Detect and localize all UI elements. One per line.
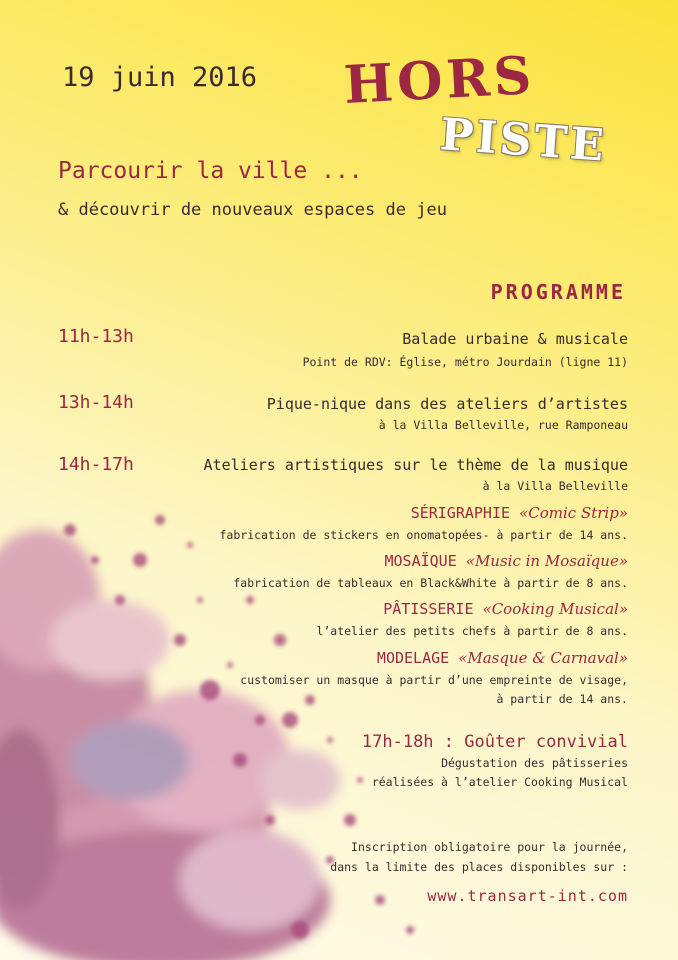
slot-detail: à la Villa Belleville	[482, 479, 628, 493]
gouter-line1: Dégustation des pâtisseries	[441, 756, 628, 770]
slot-detail: à la Villa Belleville, rue Ramponeau	[378, 418, 628, 432]
title-piste: PISTE	[438, 109, 609, 172]
workshop-theme: «Cooking Musical»	[482, 600, 628, 618]
slot-title: Ateliers artistiques sur le thème de la musique	[203, 456, 628, 474]
event-date: 19 juin 2016	[62, 62, 258, 93]
footer-line2: dans la limite des places disponibles sur :	[330, 860, 628, 874]
workshop-name: SÉRIGRAPHIE	[410, 504, 511, 522]
workshop-theme: «Masque & Carnaval»	[458, 649, 628, 667]
slot-time: 14h-17h	[58, 454, 134, 475]
gouter-line2: réalisées à l’atelier Cooking Musical	[371, 775, 628, 789]
slot-title: Balade urbaine & musicale	[402, 330, 628, 348]
workshop-name: MODELAGE	[376, 649, 450, 667]
workshop-name: PÂTISSERIE	[383, 600, 474, 618]
subtagline: & découvrir de nouveaux espaces de jeu	[58, 200, 447, 220]
workshop-name: MOSAÏQUE	[384, 552, 457, 570]
workshop-desc: customiser un masque à partir d’une empreinte de visage,	[240, 673, 628, 687]
workshop-theme: «Music in Mosaïque»	[465, 552, 628, 570]
gouter-title: 17h-18h : Goûter convivial	[361, 732, 628, 752]
workshop-title	[411, 504, 628, 522]
website-link[interactable]: www.transart-int.com	[427, 887, 628, 905]
workshop-desc-2: à partir de 14 ans.	[496, 692, 628, 706]
workshop-desc: fabrication de stickers en onomatopées- à partir de 14 ans.	[219, 528, 628, 542]
workshop-desc: fabrication de tableaux en Black&White à partir de 8 ans.	[233, 576, 628, 590]
slot-time: 11h-13h	[58, 326, 134, 347]
workshop-desc: l’atelier des petits chefs à partir de 8 ans.	[316, 624, 628, 638]
workshop-title	[377, 649, 628, 667]
programme-heading: PROGRAMME	[490, 280, 626, 304]
tagline: Parcourir la ville ...	[58, 158, 363, 184]
title-hors: HORS	[342, 45, 537, 116]
workshop-title	[383, 600, 628, 618]
slot-title: Pique-nique dans des ateliers d’artistes	[266, 395, 628, 413]
slot-detail: Point de RDV: Église, métro Jourdain (ligne 11)	[302, 355, 628, 369]
workshop-theme: «Comic Strip»	[519, 504, 628, 522]
slot-time: 13h-14h	[58, 392, 134, 413]
footer-line1: Inscription obligatoire pour la journée,	[351, 840, 628, 854]
workshop-title	[384, 552, 628, 570]
